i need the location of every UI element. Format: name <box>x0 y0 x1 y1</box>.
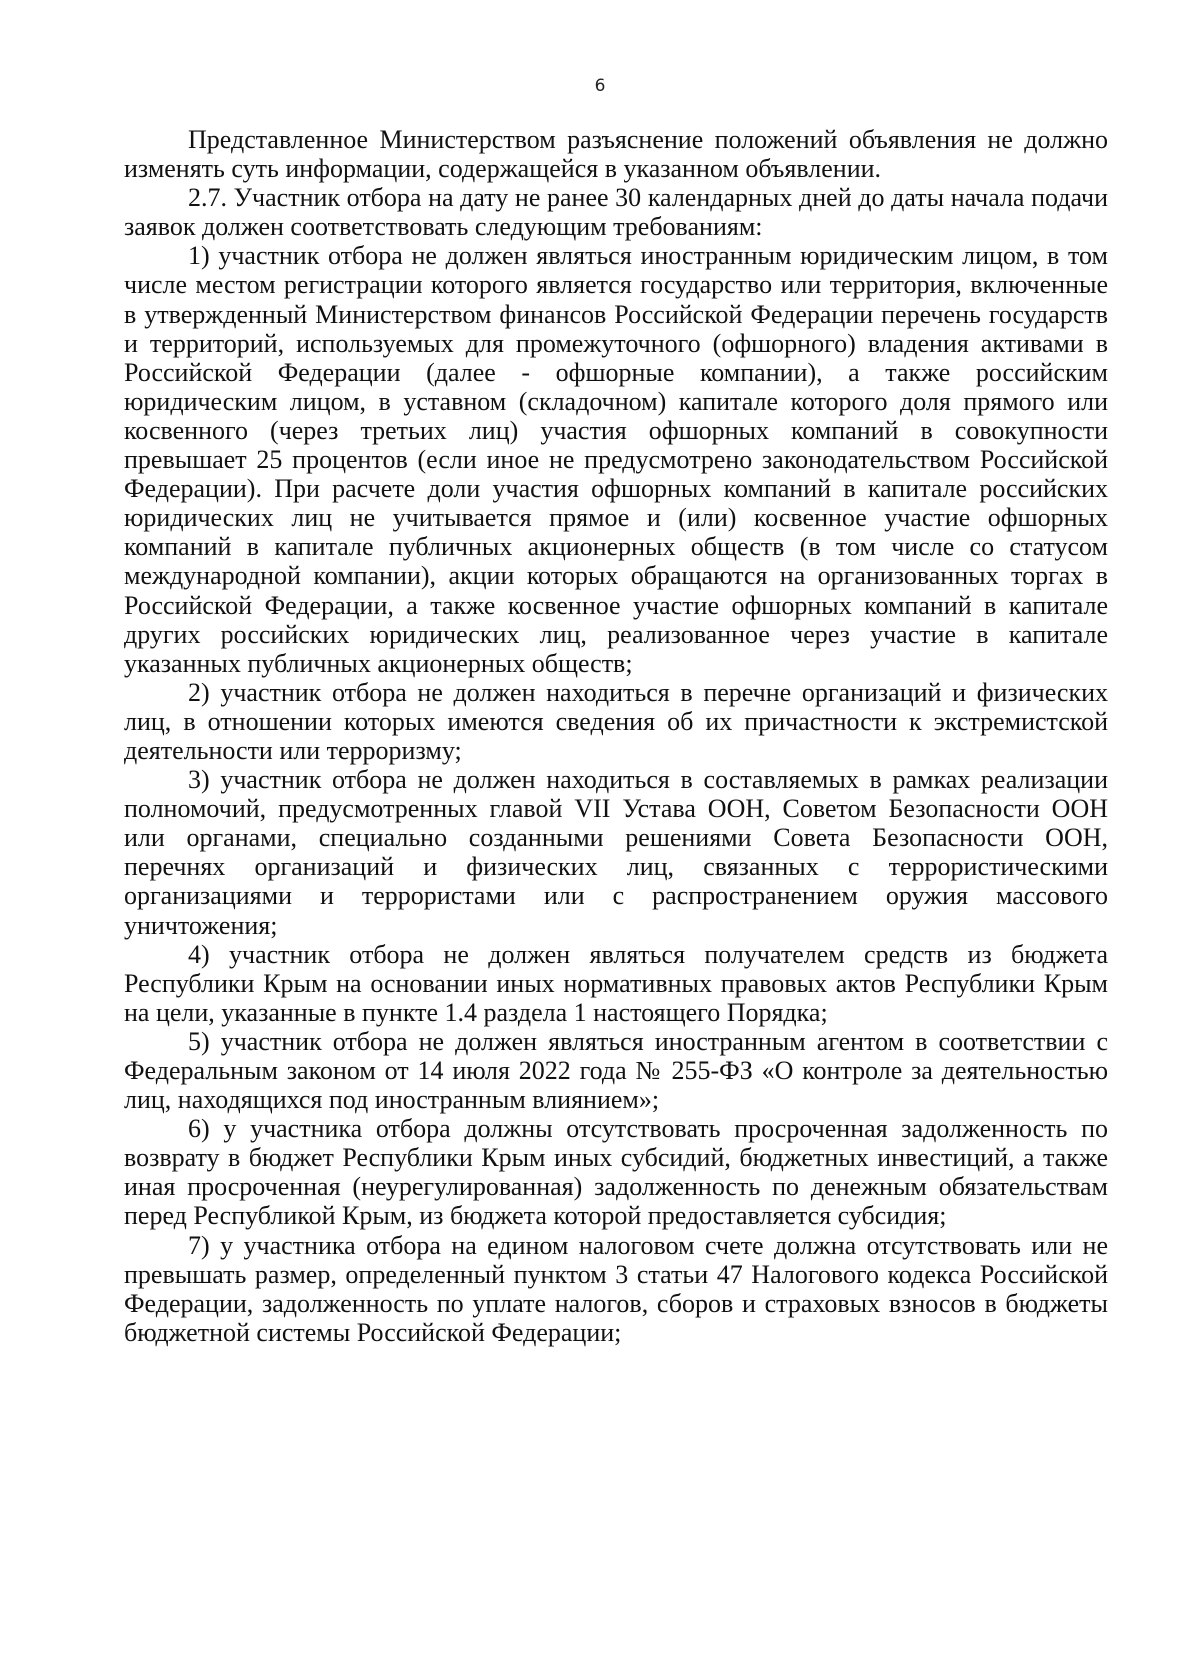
requirement-6-overdue-debt: 6) у участника отбора должны отсутствовать просроченная задолженность по возврату в бюджет Республики Крым иных субсидий, бюджетных инвестиций, а также иная просроченная (неурегулированная) задолженность по денежным обязательствам перед Республикой Крым, из бюджета которой предоставляется субсидия; <box>124 1114 1108 1231</box>
document-body <box>124 125 1108 1347</box>
paragraph-2-7-requirements: 2.7. Участник отбора на дату не ранее 30 календарных дней до даты начала подачи заявок должен соответствовать следующим требованиям: <box>124 183 1108 242</box>
requirement-2-extremism: 2) участник отбора не должен находиться в перечне организаций и физических лиц, в отношении которых имеются сведения об их причастности к экстремистской деятельности или терроризму; <box>124 677 1108 765</box>
requirement-7-tax-debt: 7) у участника отбора на едином налоговом счете должна отсутствовать или не превышать размер, определенный пунктом 3 статьи 47 Налогового кодекса Российской Федерации, задолженность по уплате налогов, сборов и страховых взносов в бюджеты бюджетной системы Российской Федерации; <box>124 1230 1108 1347</box>
paragraph-clarification: Представленное Министерством разъяснение положений объявления не должно изменять суть информации, содержащейся в указанном объявлении. <box>124 125 1108 184</box>
requirement-1-offshore: 1) участник отбора не должен являться иностранным юридическим лицом, в том числе местом регистрации которого является государство или территория, включенные в утвержденный Министерством финансов Российской Федерации перечень государств и территорий, используемых для промежуточного (офшорного) владения активами в Российской Федерации (далее - офшорные компании), а также российским юридическим лицом, в уставном (складочном) капитале которого доля прямого или косвенного (через третьих лиц) участия офшорных компаний в совокупности превышает 25 процентов (если иное не предусмотрено законодательством Российской Федерации). При расчете доли участия офшорных компаний в капитале российских юридических лиц не учитывается прямое и (или) косвенное участие офшорных компаний в капитале публичных акционерных обществ (в том числе со статусом международной компании), акции которых обращаются на организованных торгах в Российской Федерации, а также косвенное участие офшорных компаний в капитале других российских юридических лиц, реализованное через участие в капитале указанных публичных акционерных обществ; <box>124 241 1108 678</box>
requirement-4-budget-funds: 4) участник отбора не должен являться получателем средств из бюджета Республики Крым на основании иных нормативных правовых актов Республики Крым на цели, указанные в пункте 1.4 раздела 1 настоящего Порядка; <box>124 939 1108 1027</box>
requirement-5-foreign-agent: 5) участник отбора не должен являться иностранным агентом в соответствии с Федеральным законом от 14 июля 2022 года № 255-ФЗ «О контроле за деятельностью лиц, находящихся под иностранным влиянием»; <box>124 1026 1108 1115</box>
page-number: 6 <box>594 76 606 96</box>
requirement-3-un-lists: 3) участник отбора не должен находиться в составляемых в рамках реализации полномочий, предусмотренных главой VII Устава ООН, Советом Безопасности ООН или органами, специально созданными решениями Совета Безопасности ООН, перечнях организаций и физических лиц, связанных с террористическими организациями и террористами или с распространением оружия массового уничтожения; <box>124 765 1108 940</box>
